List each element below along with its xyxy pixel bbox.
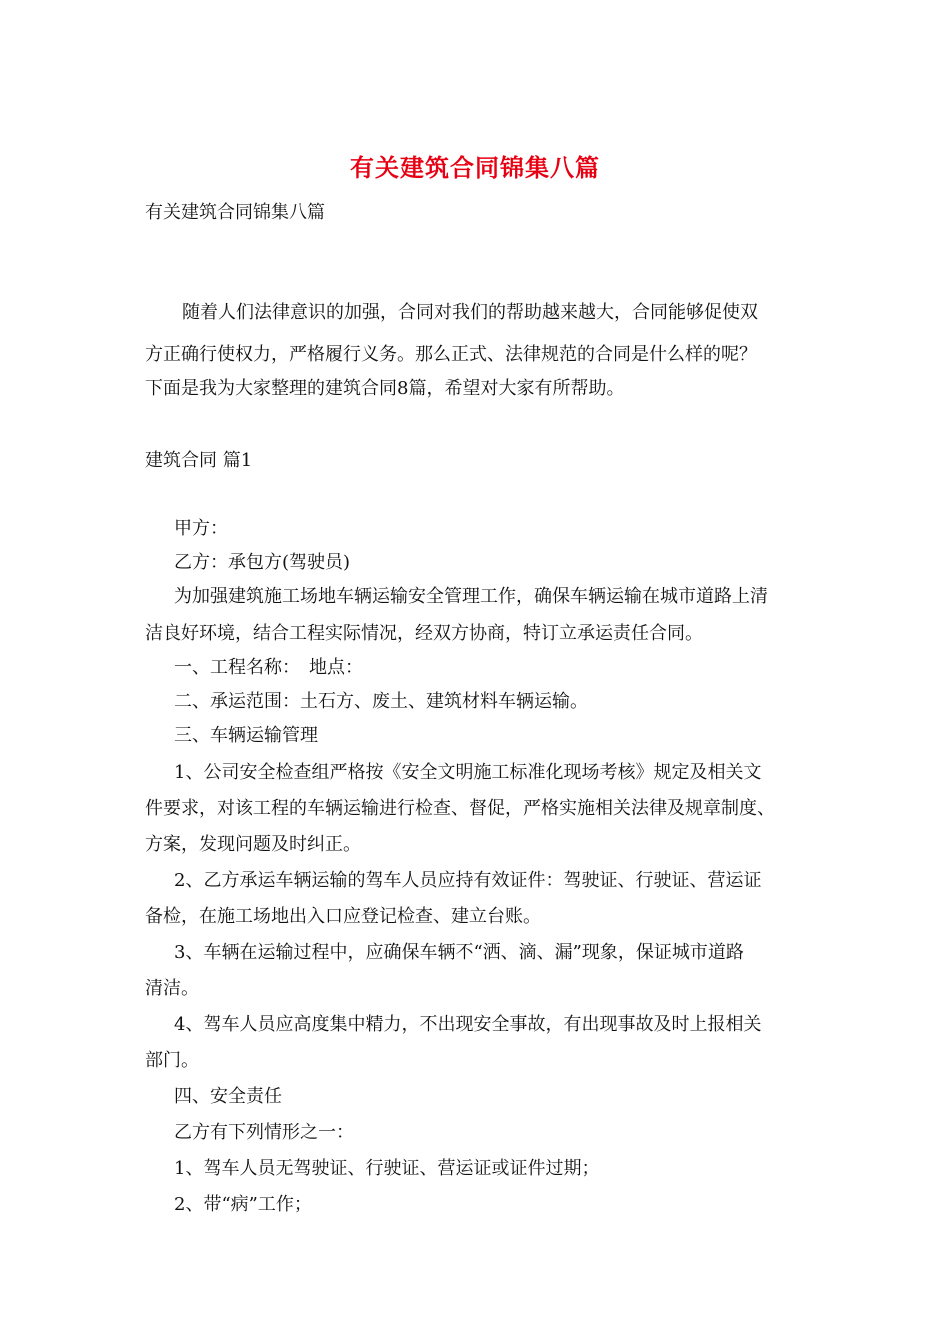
contract-line: 1、驾车人员无驾驶证、行驶证、营运证或证件过期； bbox=[174, 1158, 600, 1179]
contract-line: 方案，发现问题及时纠正。 bbox=[145, 834, 361, 855]
contract-line: 二、承运范围：土石方、废土、建筑材料车辆运输。 bbox=[174, 691, 588, 712]
contract-line: 为加强建筑施工场地车辆运输安全管理工作，确保车辆运输在城市道路上清 bbox=[174, 586, 768, 607]
contract-line: 乙方有下列情形之一： bbox=[174, 1122, 354, 1143]
intro-line: 随着人们法律意识的加强，合同对我们的帮助越来越大，合同能够促使双 bbox=[182, 302, 758, 323]
document-subtitle: 有关建筑合同锦集八篇 bbox=[145, 202, 325, 223]
contract-line: 一、工程名称： 地点： bbox=[174, 657, 363, 678]
contract-line: 洁良好环境，结合工程实际情况，经双方协商，特订立承运责任合同。 bbox=[145, 623, 703, 644]
contract-line: 4、驾车人员应高度集中精力，不出现安全事故，有出现事故及时上报相关 bbox=[174, 1014, 762, 1035]
contract-line: 三、车辆运输管理 bbox=[174, 725, 318, 746]
contract-line: 1、公司安全检查组严格按《安全文明施工标准化现场考核》规定及相关文 bbox=[174, 762, 762, 783]
contract-line: 备检，在施工场地出入口应登记检查、建立台账。 bbox=[145, 906, 541, 927]
contract-line: 2、带“病”工作； bbox=[174, 1194, 312, 1215]
contract-line: 3、车辆在运输过程中，应确保车辆不“洒、滴、漏”现象，保证城市道路 bbox=[174, 942, 744, 963]
section-heading: 建筑合同 篇1 bbox=[145, 450, 253, 471]
contract-line: 四、安全责任 bbox=[174, 1086, 282, 1107]
contract-line: 部门。 bbox=[145, 1050, 199, 1071]
contract-line: 甲方： bbox=[174, 518, 228, 539]
intro-line: 下面是我为大家整理的建筑合同8篇，希望对大家有所帮助。 bbox=[145, 378, 625, 399]
intro-line: 方正确行使权力，严格履行义务。那么正式、法律规范的合同是什么样的呢？ bbox=[145, 344, 757, 365]
document-title: 有关建筑合同锦集八篇 bbox=[350, 153, 600, 182]
contract-line: 件要求，对该工程的车辆运输进行检查、督促，严格实施相关法律及规章制度、 bbox=[145, 798, 775, 819]
contract-line: 乙方：承包方(驾驶员) bbox=[174, 552, 351, 573]
contract-line: 清洁。 bbox=[145, 978, 199, 999]
contract-line: 2、乙方承运车辆运输的驾车人员应持有效证件：驾驶证、行驶证、营运证 bbox=[174, 870, 762, 891]
